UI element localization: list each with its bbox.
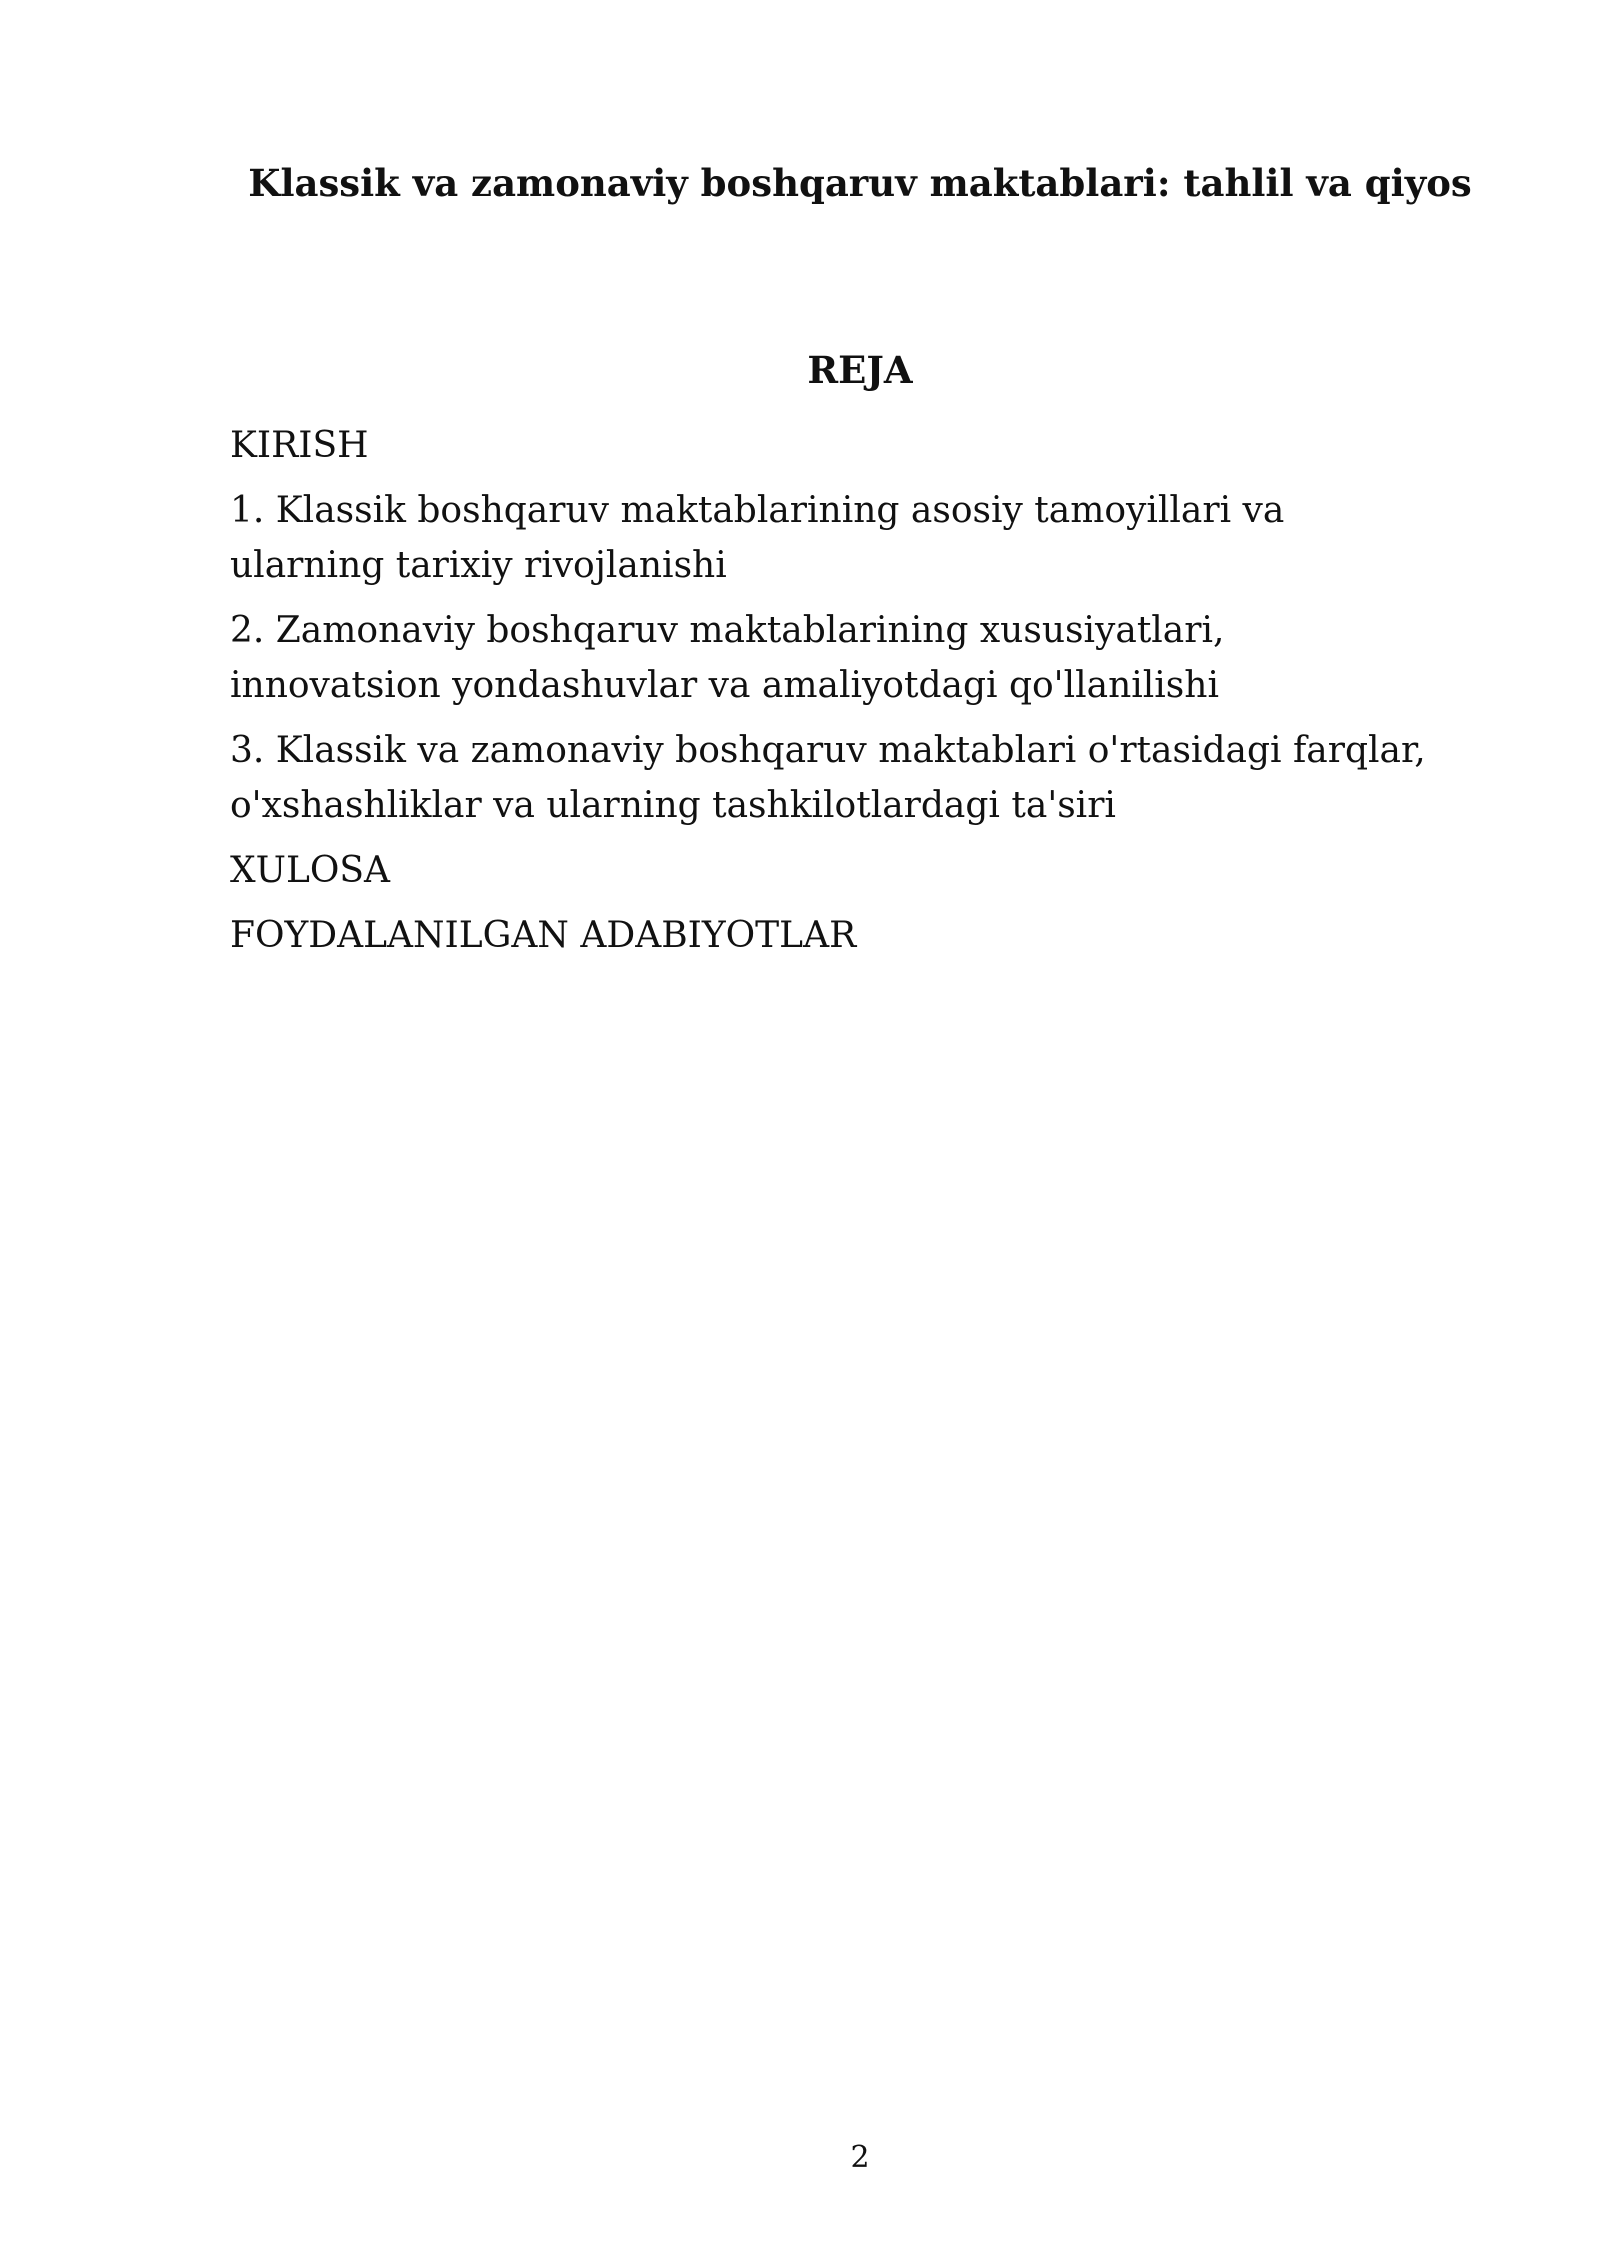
toc-item-section-2 xyxy=(230,603,1510,713)
toc-item-conclusion xyxy=(230,843,1510,898)
table-of-contents xyxy=(230,418,1510,973)
toc-item-section-1 xyxy=(230,483,1510,593)
page-number: 2 xyxy=(850,2140,870,2175)
plan-heading: REJA xyxy=(807,348,913,392)
document-title: Klassik va zamonaviy boshqaruv maktablari: tahlil va qiyos xyxy=(248,161,1472,205)
toc-item-line: 1. Klassik boshqaruv maktablarining asosiy tamoyillari va xyxy=(230,490,1285,531)
toc-item-line: KIRISH xyxy=(230,425,369,466)
toc-item-line: FOYDALANILGAN ADABIYOTLAR xyxy=(230,915,857,956)
toc-item-line: o'xshashliklar va ularning tashkilotlardagi ta'siri xyxy=(230,785,1116,826)
toc-item-line: innovatsion yondashuvlar va amaliyotdagi qo'llanilishi xyxy=(230,665,1219,706)
toc-item-introduction xyxy=(230,418,1510,473)
toc-item-line: ularning tarixiy rivojlanishi xyxy=(230,545,727,586)
toc-item-line: 2. Zamonaviy boshqaruv maktablarining xususiyatlari, xyxy=(230,610,1225,651)
toc-item-line: XULOSA xyxy=(230,850,391,891)
toc-item-section-3 xyxy=(230,723,1510,833)
toc-item-references xyxy=(230,908,1510,963)
toc-item-line: 3. Klassik va zamonaviy boshqaruv maktablari o'rtasidagi farqlar, xyxy=(230,730,1426,771)
